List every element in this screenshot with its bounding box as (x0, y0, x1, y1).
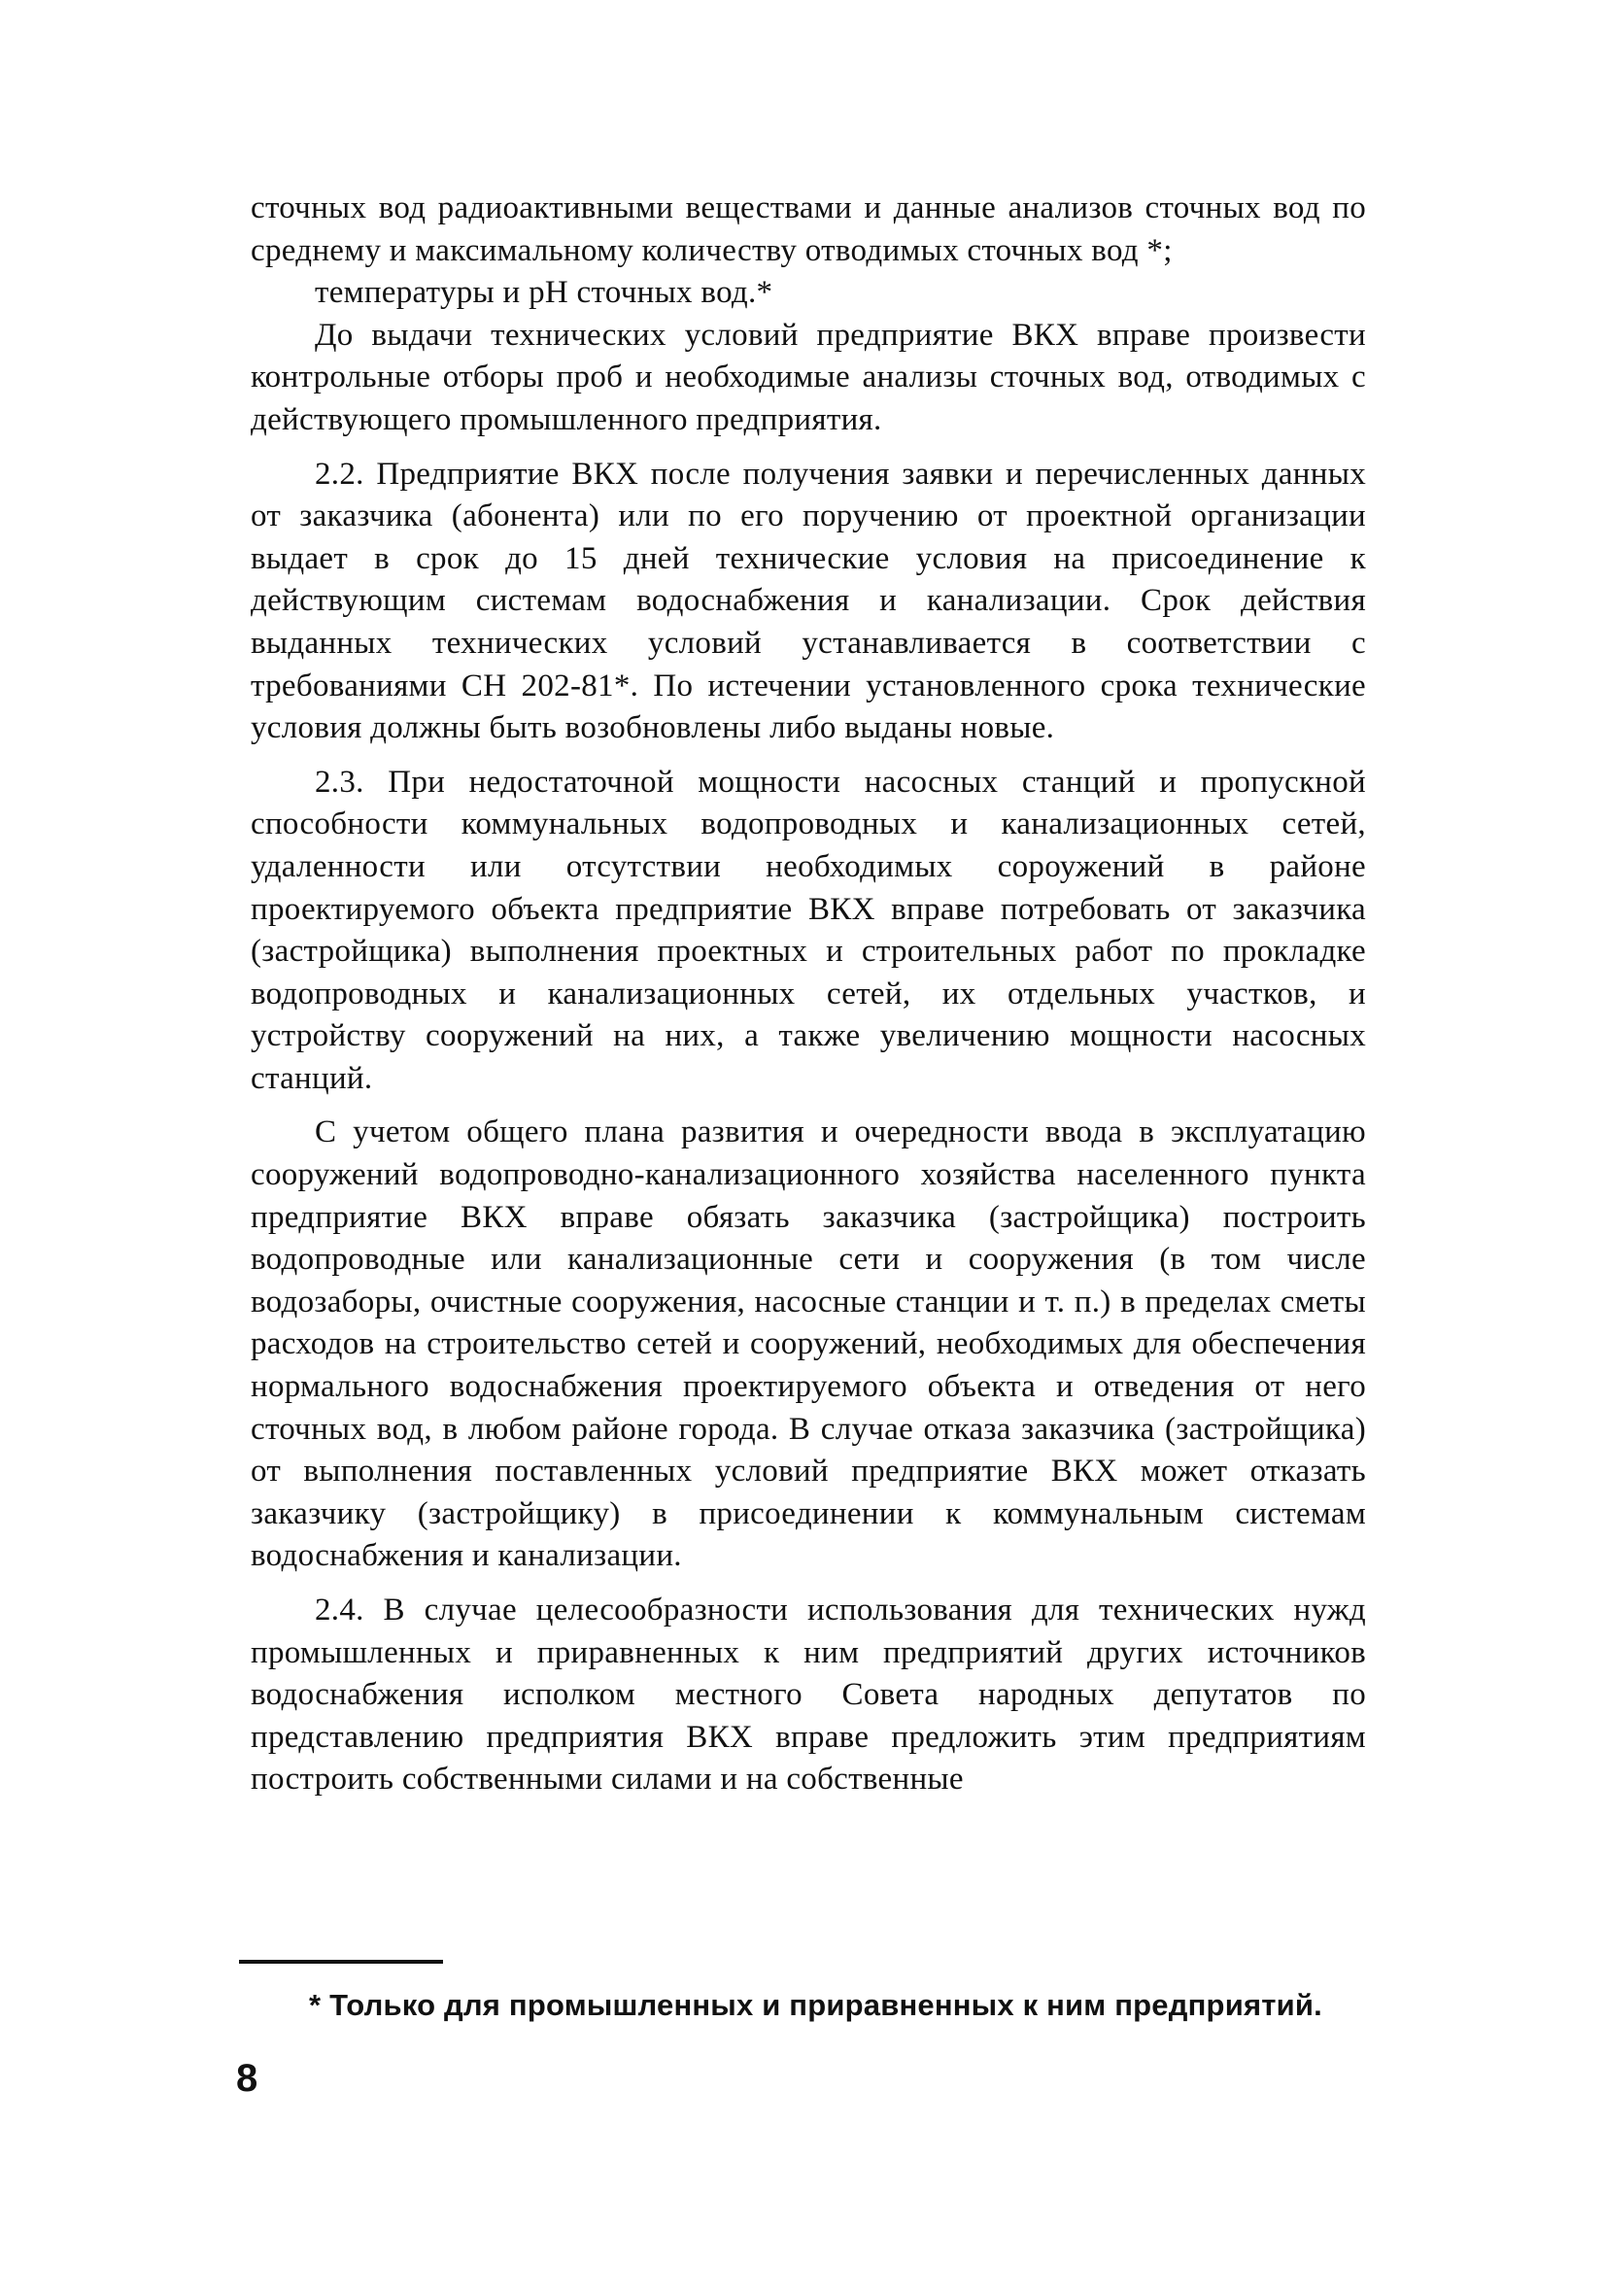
footnote-divider (239, 1960, 443, 1964)
paragraph-temperature: температуры и pH сточных вод.* (315, 275, 773, 311)
paragraph-continuation: сточных вод радиоактивными веществами и данные анализов сточных вод по среднему и максимальному количеству отводимых сточных вод *; (251, 190, 1366, 268)
paragraph-2-2: 2.2. Предприятие ВКХ после получения заявки и перечисленных данных от заказчика (абонента) или по его поручению от проектной организации выдает в срок до 15 дней технические условия на присоединение к действующим системам водоснабжения и канализации. Срок действия выданных технических условий устанавливается в соответствии с требованиями СН 202-81*. По истечении установленного срока технические условия должны быть возобновлены либо выданы новые. (251, 456, 1366, 746)
paragraph-development-plan: С учетом общего плана развития и очередности ввода в эксплуатацию сооружений водопроводно-канализационного хозяйства населенного пункта предприятие ВКХ вправе обязать заказчика (застройщика) построить водопроводные или канализационные сети и сооружения (в том числе водозаборы, очистные сооружения, насосные станции и т. п.) в пределах сметы расходов на строительство сетей и сооружений, необходимых для обеспечения нормального водоснабжения проектируемого объекта и отведения от него сточных вод, в любом районе города. В случае отказа заказчика (застройщика) от выполнения поставленных условий предприятие ВКХ может отказать заказчику (застройщику) в присоединении к коммунальным системам водоснабжения и канализации. (251, 1114, 1366, 1574)
page-number: 8 (236, 2057, 258, 2100)
paragraph-sampling: До выдачи технических условий предприятие ВКХ вправе произвести контрольные отборы проб и необходимые анализы сточных вод, отводимых с действующего промышленного предприятия. (251, 317, 1366, 437)
paragraph-2-4: 2.4. В случае целесообразности использования для технических нужд промышленных и приравненных к ним предприятий других источников водоснабжения исполком местного Совета народных депутатов по представлению предприятия ВКХ вправе предложить этим предприятиям построить собственными силами и на собственные (251, 1593, 1366, 1798)
footnote: * Только для промышленных и приравненных к ним предприятий. (309, 1988, 1322, 2022)
body-text (251, 188, 1366, 1801)
paragraph-2-3: 2.3. При недостаточной мощности насосных станций и пропускной способности коммунальных водопроводных и канализационных сетей, удаленности или отсутствии необходимых сороужений в районе проектируемого объекта предприятие ВКХ вправе потребовать от заказчика (застройщика) выполнения проектных и строительных работ по прокладке водопроводных и канализационных сетей, их отдельных участков, и устройству сооружений на них, а также увеличению мощности насосных станций. (251, 764, 1366, 1096)
